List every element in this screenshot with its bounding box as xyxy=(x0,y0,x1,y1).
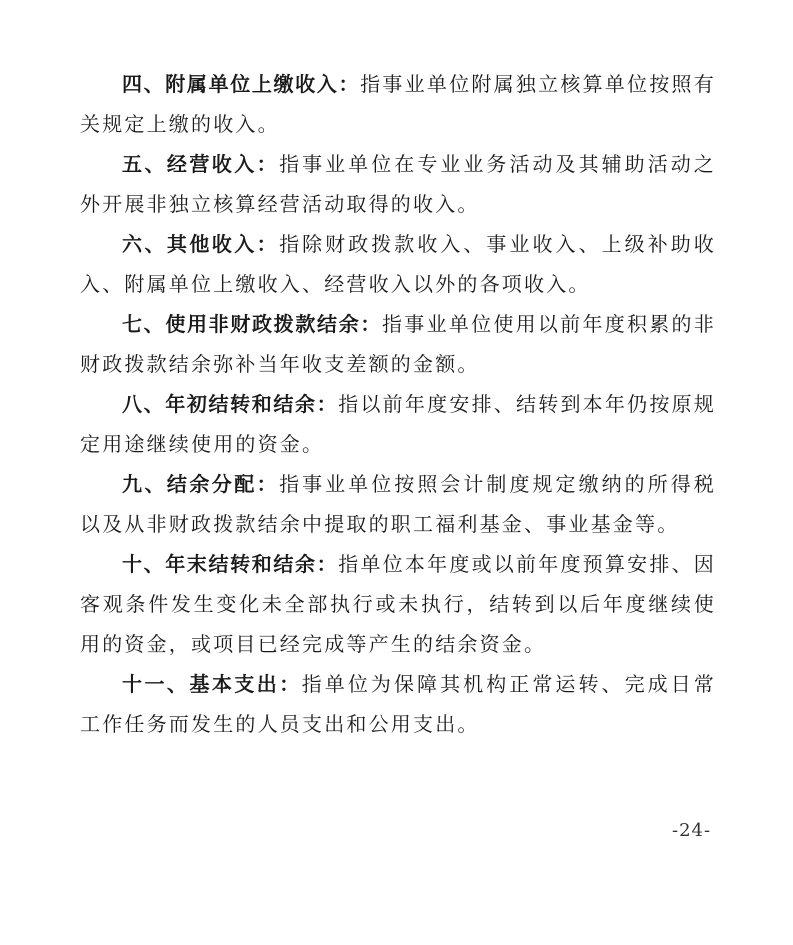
definition-term: 九、结余分配： xyxy=(122,472,280,496)
definition-paragraph xyxy=(80,304,716,384)
definition-paragraph xyxy=(80,224,716,304)
definition-term: 八、年初结转和结余： xyxy=(122,392,339,416)
definition-text: 指事业单位按照会计制度规定缴纳的所得税以及从非财政拨款结余中提取的职工福利基金、事业基金等。 xyxy=(80,472,716,536)
definition-text: 指事业单位附属独立核算单位按照有关规定上缴的收入。 xyxy=(80,72,716,136)
definition-term: 五、经营收入： xyxy=(122,152,280,176)
definition-text: 指事业单位在专业业务活动及其辅助活动之外开展非独立核算经营活动取得的收入。 xyxy=(80,152,716,216)
page-number: -24- xyxy=(672,820,712,841)
definition-paragraph xyxy=(80,464,716,544)
definitions-list xyxy=(80,64,716,744)
definition-text: 指以前年度安排、结转到本年仍按原规定用途继续使用的资金。 xyxy=(80,392,716,456)
definition-paragraph xyxy=(80,384,716,464)
definition-term: 六、其他收入： xyxy=(122,232,280,256)
definition-paragraph xyxy=(80,664,716,744)
definition-text: 指事业单位使用以前年度积累的非财政拨款结余弥补当年收支差额的金额。 xyxy=(80,312,716,376)
definition-term: 十、年末结转和结余： xyxy=(122,552,339,576)
definition-text: 指除财政拨款收入、事业收入、上级补助收入、附属单位上缴收入、经营收入以外的各项收入。 xyxy=(80,232,716,296)
definition-term: 十一、基本支出： xyxy=(122,672,302,696)
definition-text: 指单位为保障其机构正常运转、完成日常工作任务而发生的人员支出和公用支出。 xyxy=(80,672,716,736)
definition-term: 四、附属单位上缴收入： xyxy=(122,72,361,96)
definition-paragraph xyxy=(80,544,716,664)
definition-text: 指单位本年度或以前年度预算安排、因客观条件发生变化未全部执行或未执行，结转到以后年度继续使用的资金，或项目已经完成等产生的结余资金。 xyxy=(80,552,716,656)
definition-paragraph xyxy=(80,64,716,144)
definition-paragraph xyxy=(80,144,716,224)
definition-term: 七、使用非财政拨款结余： xyxy=(122,312,383,336)
